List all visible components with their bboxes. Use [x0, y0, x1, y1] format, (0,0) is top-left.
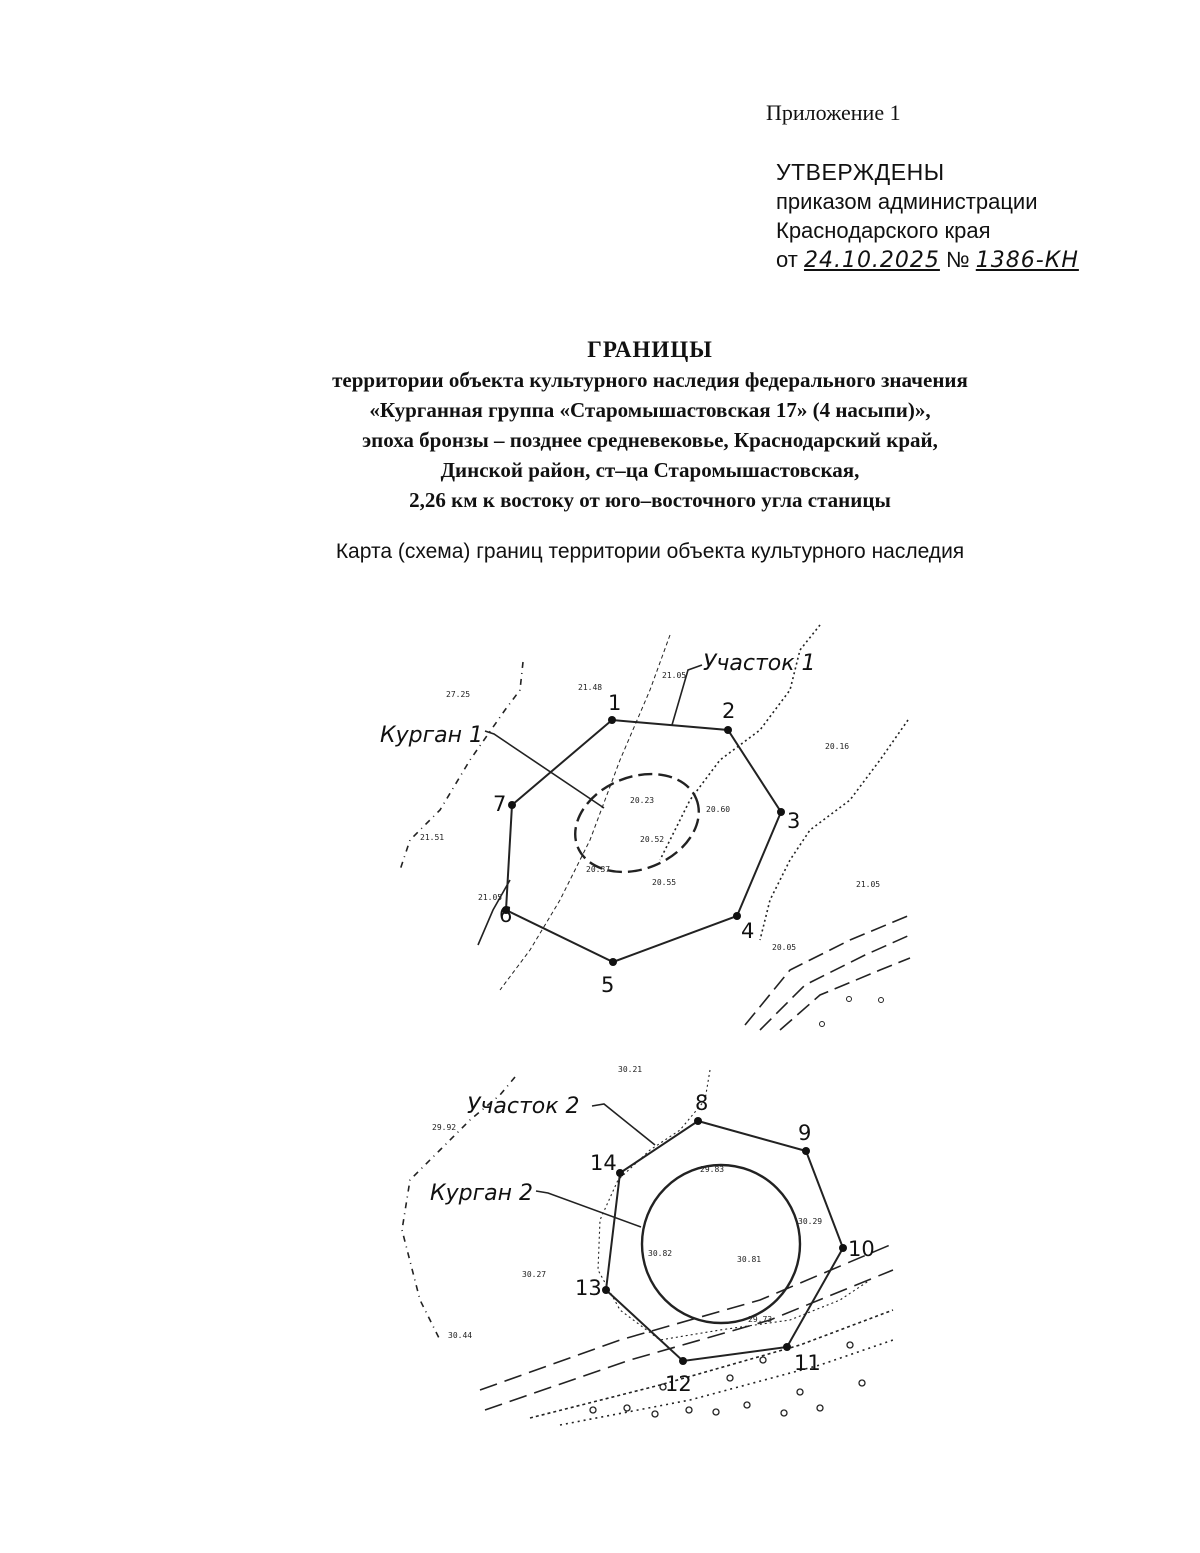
- mound-2-label: Курган 2: [430, 1181, 534, 1206]
- elevation-mark: 21.48: [578, 683, 603, 692]
- slope-hatch: [560, 1340, 893, 1425]
- road-edge: [745, 915, 910, 1025]
- point-10-label: 10: [848, 1237, 875, 1261]
- point-8-label: 8: [695, 1091, 709, 1115]
- mound-1-label: Курган 1: [380, 723, 484, 748]
- elevation-mark: 20.60: [706, 805, 731, 814]
- point-1-label: 1: [608, 691, 622, 715]
- point-2-label: 2: [722, 699, 736, 723]
- elevation-mark: 29.83: [700, 1165, 725, 1174]
- map-top: [400, 625, 910, 1030]
- title-line-5: 2,26 км к востоку от юго–восточного угла станицы: [409, 488, 891, 512]
- elevation-mark: 20.05: [772, 943, 797, 952]
- title-line-3: эпоха бронзы – позднее средневековье, Краснодарский край,: [362, 428, 938, 452]
- order-number: 1386-КН: [975, 248, 1079, 273]
- contour-line: [760, 720, 908, 940]
- elevation-mark: 20.55: [652, 878, 677, 887]
- number-prefix: №: [946, 247, 970, 272]
- map-caption: Карта (схема) границ территории объекта культурного наследия: [335, 540, 965, 563]
- elevation-mark: 20.37: [586, 865, 611, 874]
- elevation-mark: 29.92: [432, 1123, 457, 1132]
- map-bottom-points: [602, 1117, 847, 1365]
- contour-line: [598, 1070, 870, 1340]
- point-3-label: 3: [787, 809, 801, 833]
- elevation-mark: 29.73: [748, 1315, 773, 1324]
- slope-hatch: [530, 1310, 893, 1418]
- title-line-1: территории объекта культурного наследия федерального значения: [332, 368, 968, 392]
- road-edge: [780, 958, 910, 1030]
- point-4-label: 4: [741, 919, 755, 943]
- title-main: ГРАНИЦЫ: [587, 337, 713, 362]
- point-9-label: 9: [798, 1121, 812, 1145]
- mound-1-outline: [560, 756, 713, 889]
- order-line-1: приказом администрации: [776, 189, 1038, 214]
- approved-heading: УТВЕРЖДЕНЫ: [776, 159, 945, 185]
- title-line-4: Динской район, ст–ца Старомышастовская,: [440, 458, 860, 482]
- point-14-label: 14: [590, 1151, 617, 1175]
- title-line-2: «Курганная группа «Старомышастовская 17» (4 насыпи)»,: [369, 398, 931, 422]
- mound-2-outline: [642, 1165, 800, 1323]
- elevation-mark: 30.44: [448, 1331, 473, 1340]
- appendix-label: Приложение 1: [766, 100, 901, 125]
- point-13-label: 13: [575, 1276, 602, 1300]
- point-12-label: 12: [665, 1372, 692, 1396]
- elevation-mark: 30.27: [522, 1270, 547, 1279]
- road-edge: [480, 1245, 890, 1390]
- elevation-mark: 21.51: [420, 833, 445, 842]
- elevation-mark: 20.23: [630, 796, 655, 805]
- elevation-mark: 21.05: [478, 893, 503, 902]
- plot-2-label: Участок 2: [467, 1094, 580, 1119]
- elevation-mark: 21.05: [662, 671, 687, 680]
- elevation-mark: 30.82: [648, 1249, 673, 1258]
- date-prefix: от: [776, 247, 798, 272]
- plot-1-label: Участок 1: [703, 651, 816, 676]
- elevation-mark: 21.05: [856, 880, 881, 889]
- point-7-label: 7: [493, 792, 507, 816]
- order-date: 24.10.2025: [803, 248, 940, 273]
- elevation-mark: 27.25: [446, 690, 471, 699]
- elevation-mark: 20.16: [825, 742, 850, 751]
- plot-2-leader: [592, 1104, 655, 1145]
- elevation-mark: 30.21: [618, 1065, 643, 1074]
- elevation-mark: 30.29: [798, 1217, 823, 1226]
- ground-markers: [590, 1342, 865, 1417]
- elevation-mark: 20.52: [640, 835, 665, 844]
- point-6-label: 6: [499, 903, 513, 927]
- mound-2-leader: [536, 1191, 641, 1227]
- elevation-mark: 30.81: [737, 1255, 762, 1264]
- point-5-label: 5: [601, 973, 615, 997]
- point-11-label: 11: [794, 1351, 821, 1375]
- map-top-points: [502, 716, 884, 1027]
- order-line-2: Краснодарского края: [776, 218, 991, 243]
